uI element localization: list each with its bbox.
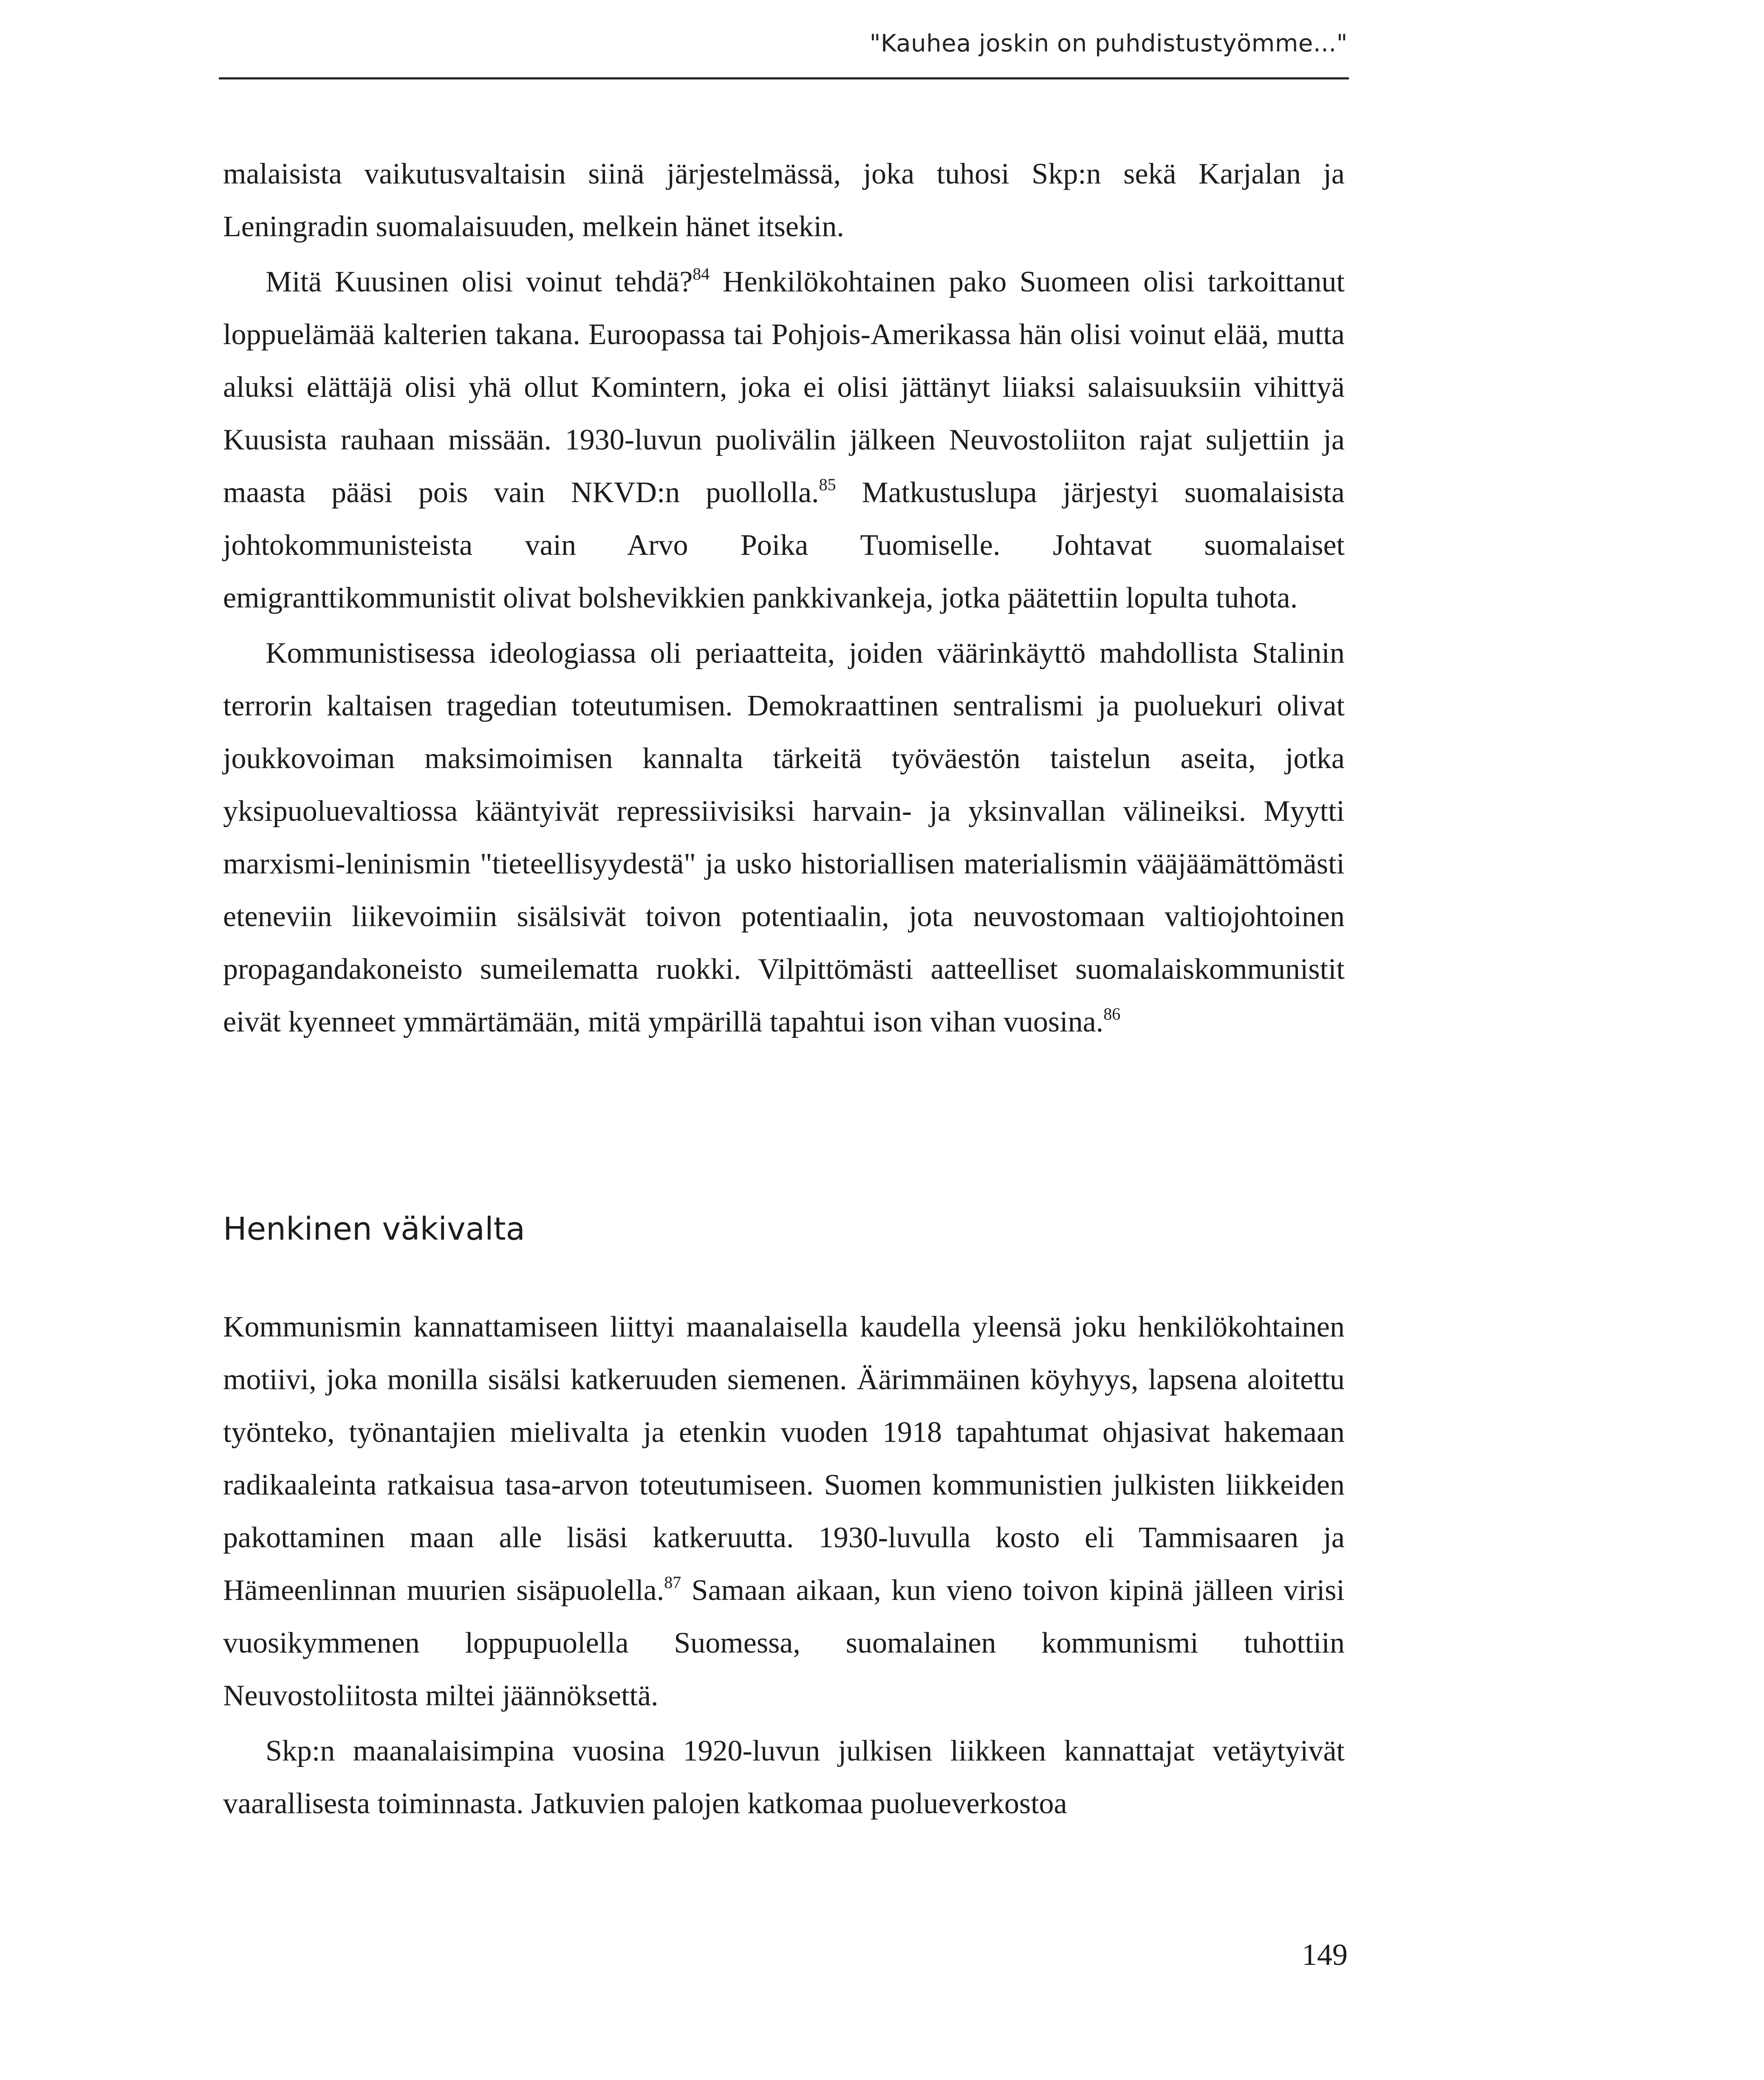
footnote-ref-87[interactable]: 87 bbox=[664, 1573, 681, 1592]
paragraph-continued: malaisista vaikutusvaltaisin siinä järjestelmässä, joka tuhosi Skp:n sekä Karjalan ja Leningradin suomalaisuuden, melkein hänet itsekin. bbox=[223, 158, 1345, 243]
body-text-lower bbox=[223, 1301, 1345, 1830]
running-header: "Kauhea joskin on puhdistustyömme..." bbox=[869, 30, 1348, 57]
paragraph-underground: Skp:n maanalaisimpina vuosina 1920-luvun julkisen liikkeen kannattajat vetäytyivät vaarallisesta toiminnasta. Jatkuvien palojen katkomaa puolueverkostoa bbox=[223, 1735, 1345, 1820]
header-rule bbox=[219, 77, 1349, 79]
paragraph-text: Matkustuslupa järjestyi suomalaisista johtokommunisteista vain Arvo Poika Tuomiselle. Johtavat suomalaiset emigranttikommunistit olivat bolshevikkien pankkivankeja, jotka päätettiin lopulta tuhota. bbox=[223, 476, 1345, 614]
footnote-ref-86[interactable]: 86 bbox=[1103, 1004, 1121, 1023]
paragraph-ideology bbox=[223, 627, 1345, 1048]
paragraph-text: Kommunistisessa ideologiassa oli periaatteita, joiden väärinkäyttö mahdollista Stalinin terrorin kaltaisen tragedian toteutumisen. Demokraattinen sentralismi ja puoluekuri olivat joukkovoiman maksimoimisen kannalta tärkeitä työväestön taistelun aseita, jotka yksipuoluevaltiossa kääntyivät repressiivisiksi harvain- ja yksinvallan välineiksi. Myytti marxismi-leninismin "tieteellisyydestä" ja usko historiallisen materialismin vääjäämättömästi eteneviin liikevoimiin sisälsivät toivon potentiaalin, jota neuvostomaan valtiojohtoinen propagandakoneisto sumeilematta ruokki. Vilpittömästi aatteelliset suomalaiskommunistit eivät kyenneet ymmärtämään, mitä ympärillä tapahtui ison vihan vuosina. bbox=[223, 637, 1345, 1038]
paragraph-text: Samaan aikaan, kun vieno toivon kipinä jälleen virisi vuosikymmenen loppupuolella Suomessa, suomalainen kommunismi tuhottiin Neuvostoliitosta miltei jäännöksettä. bbox=[223, 1574, 1345, 1712]
paragraph-kuusinen bbox=[223, 256, 1345, 625]
footnote-ref-84[interactable]: 84 bbox=[693, 264, 710, 283]
section-heading: Henkinen väkivalta bbox=[223, 1211, 525, 1247]
paragraph-text: Henkilökohtainen pako Suomeen olisi tarkoittanut loppuelämää kalterien takana. Euroopassa tai Pohjois-Amerikassa hän olisi voinut elää, mutta aluksi elättäjä olisi yhä ollut Komintern, joka ei olisi jättänyt liiaksi salaisuuksiin vihittyä Kuusista rauhaan missään. 1930-luvun puolivälin jälkeen Neuvostoliiton rajat suljettiin ja maasta pääsi pois vain NKVD:n puollolla. bbox=[223, 266, 1345, 509]
footnote-ref-85[interactable]: 85 bbox=[819, 475, 836, 494]
paragraph-text: Kommunismin kannattamiseen liittyi maanalaisella kaudella yleensä joku henkilökohtainen motiivi, joka monilla sisälsi katkeruuden siemenen. Äärimmäinen köyhyys, lapsena aloitettu työnteko, työnantajien mielivalta ja etenkin vuoden 1918 tapahtumat ohjasivat hakemaan radikaaleinta ratkaisua tasa-arvon toteutumiseen. Suomen kommunistien julkisten liikkeiden pakottaminen maan alle lisäsi katkeruutta. 1930-luvulla kosto eli Tammisaaren ja Hämeenlinnan muurien sisäpuolella. bbox=[223, 1311, 1345, 1607]
body-text-upper bbox=[223, 148, 1345, 1048]
paragraph-motives bbox=[223, 1301, 1345, 1722]
page-number: 149 bbox=[1302, 1938, 1348, 1972]
paragraph-text: Mitä Kuusinen olisi voinut tehdä? bbox=[266, 266, 693, 298]
